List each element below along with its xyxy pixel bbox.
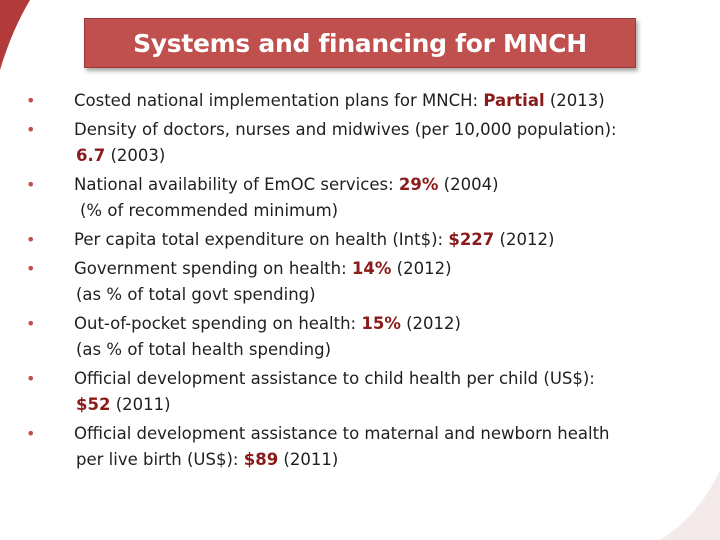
- list-item: [26, 421, 706, 473]
- bullet-text: Per capita total expenditure on health (Int$):: [74, 230, 449, 249]
- list-item: [26, 88, 706, 114]
- bullet-icon: •: [26, 230, 36, 249]
- bullet-year: (2011): [110, 395, 171, 414]
- highlight-value: $52: [76, 395, 111, 414]
- bullet-subtext: (% of recommended minimum): [80, 201, 339, 220]
- bullet-year: (2012): [400, 314, 461, 333]
- bullet-subtext: per live birth (US$):: [76, 450, 244, 469]
- bullet-icon: •: [26, 91, 36, 110]
- bullet-text: Density of doctors, nurses and midwives (per 10,000 population):: [74, 120, 617, 139]
- corner-decoration-bottom-right: [660, 470, 720, 540]
- bullet-year: (2013): [544, 91, 605, 110]
- highlight-value: 6.7: [76, 146, 106, 165]
- list-item: [26, 311, 706, 363]
- highlight-value: 29%: [398, 175, 439, 194]
- list-item: [26, 172, 706, 224]
- bullet-subtext: (as % of total health spending): [76, 340, 332, 359]
- bullet-list: [26, 88, 706, 476]
- bullet-text: Costed national implementation plans for MNCH:: [74, 91, 484, 110]
- highlight-value: $89: [243, 450, 279, 469]
- bullet-year: (2011): [278, 450, 339, 469]
- bullet-icon: •: [26, 120, 36, 139]
- bullet-icon: •: [26, 175, 36, 194]
- bullet-year: (2004): [438, 175, 499, 194]
- bullet-subtext: (as % of total govt spending): [76, 285, 316, 304]
- highlight-value: 15%: [361, 314, 401, 333]
- bullet-text: National availability of EmOC services:: [74, 175, 399, 194]
- bullet-text: Official development assistance to child health per child (US$):: [74, 369, 595, 388]
- bullet-icon: •: [26, 369, 36, 388]
- slide-title: Systems and financing for MNCH: [133, 28, 587, 58]
- highlight-value: $227: [448, 230, 495, 249]
- bullet-text: Out-of-pocket spending on health:: [74, 314, 362, 333]
- bullet-year: (2012): [494, 230, 555, 249]
- bullet-text: Official development assistance to maternal and newborn health: [74, 424, 610, 443]
- corner-decoration-top-left: [0, 0, 40, 80]
- bullet-year: (2003): [105, 146, 166, 165]
- title-banner: [84, 18, 636, 68]
- list-item: [26, 117, 706, 169]
- bullet-icon: •: [26, 314, 36, 333]
- list-item: [26, 227, 706, 253]
- list-item: [26, 366, 706, 418]
- bullet-icon: •: [26, 259, 36, 278]
- bullet-text: Government spending on health:: [74, 259, 352, 278]
- highlight-value: 14%: [351, 259, 392, 278]
- highlight-value: Partial: [483, 91, 545, 110]
- list-item: [26, 256, 706, 308]
- bullet-year: (2012): [391, 259, 452, 278]
- bullet-icon: •: [26, 424, 36, 443]
